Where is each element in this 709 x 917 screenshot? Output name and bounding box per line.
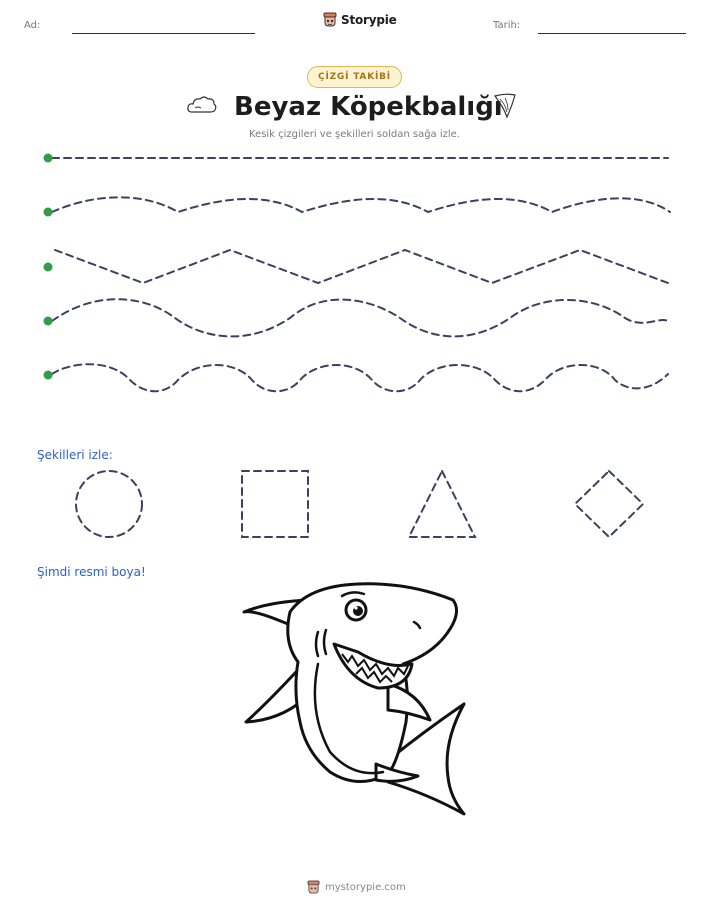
name-label: Ad: (24, 20, 41, 31)
storypie-mascot-icon (323, 12, 337, 28)
tracing-line-zigzag (55, 250, 668, 283)
trace-diamond (575, 471, 643, 537)
instructions: Kesik çizgileri ve şekilleri soldan sağa izle. (248, 129, 460, 140)
trace-square (242, 471, 308, 537)
start-dot (44, 263, 53, 272)
trace-circle (76, 471, 142, 537)
storypie-mascot-icon (307, 880, 320, 895)
cloud-icon (186, 94, 218, 116)
tracing-line-wave-gentle (52, 197, 670, 212)
start-dot (44, 371, 53, 380)
header-logo (323, 12, 397, 28)
coloring-section-label: Şimdi resmi boya! (37, 565, 146, 579)
start-dot (44, 208, 53, 217)
tracing-shapes (0, 460, 709, 550)
shark-tooth-icon (492, 92, 518, 120)
tracing-line-wave-bumpy (52, 364, 668, 391)
date-line (538, 33, 686, 34)
name-line (72, 33, 255, 34)
footer-link[interactable]: mystorypie.com (325, 882, 406, 893)
activity-badge: ÇİZGİ TAKİBİ (307, 66, 402, 88)
shapes-section-label: Şekilleri izle: (37, 448, 113, 462)
trace-triangle (409, 471, 475, 537)
date-label: Tarih: (493, 20, 521, 31)
page-title: Beyaz Köpekbalığı (234, 92, 503, 122)
footer (307, 880, 406, 895)
start-dot (44, 317, 53, 326)
tracing-lines (0, 140, 709, 400)
tracing-line-wave-smooth (52, 299, 670, 336)
brand-name: Storypie (341, 13, 397, 27)
start-dot (44, 154, 53, 163)
shark-coloring-illustration (238, 572, 470, 820)
